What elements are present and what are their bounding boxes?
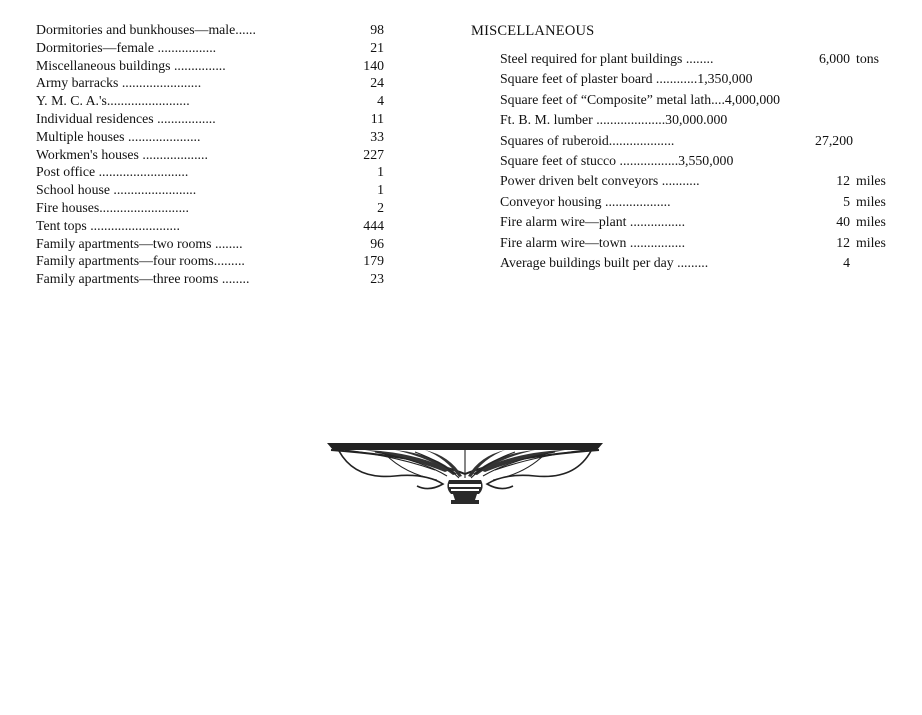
item-unit: miles <box>856 234 886 250</box>
item-unit: miles <box>856 173 886 189</box>
item-value: 4 <box>843 254 850 270</box>
list-item <box>36 146 396 164</box>
item-label: Miscellaneous buildings ............... <box>36 57 226 73</box>
list-item <box>36 163 396 181</box>
list-item <box>500 212 900 232</box>
list-item <box>500 90 900 110</box>
item-value: 1 <box>377 164 384 180</box>
list-item <box>36 74 396 92</box>
item-label: Power driven belt conveyors ........... <box>500 173 700 189</box>
item-label: Family apartments—two rooms ........ <box>36 235 243 251</box>
item-value: 4 <box>377 93 384 109</box>
item-value: 27,200 <box>815 132 853 148</box>
list-item <box>36 235 396 253</box>
item-value: 179 <box>363 253 384 269</box>
item-unit: tons <box>856 51 879 66</box>
item-value: 21 <box>370 39 384 55</box>
item-label: Square feet of plaster board ............1,350,000 <box>500 71 753 87</box>
item-value: 1 <box>377 182 384 198</box>
item-value: 12 <box>836 173 850 189</box>
item-label: Army barracks ....................... <box>36 75 202 91</box>
item-label: Family apartments—three rooms ........ <box>36 271 250 287</box>
item-unit: miles <box>856 214 886 230</box>
list-item <box>36 217 396 235</box>
item-label: Fire alarm wire—plant ................ <box>500 214 686 230</box>
item-label: Steel required for plant buildings ........ <box>500 51 714 66</box>
item-label: Tent tops .......................... <box>36 217 180 233</box>
item-value: 227 <box>363 146 384 162</box>
item-label: School house ........................ <box>36 182 197 198</box>
list-item <box>36 39 396 57</box>
list-item <box>500 233 900 253</box>
item-label: Post office .......................... <box>36 164 189 180</box>
buildings-list <box>36 21 396 288</box>
item-value: 40 <box>836 214 850 230</box>
list-item <box>36 199 396 217</box>
list-item <box>500 110 900 130</box>
item-label: Individual residences ................. <box>36 110 216 126</box>
list-item <box>36 181 396 199</box>
list-item <box>500 69 900 89</box>
list-item <box>36 128 396 146</box>
item-label: Square feet of stucco .................3,550,000 <box>500 152 734 168</box>
item-label: Fire alarm wire—town ................ <box>500 234 686 250</box>
list-item <box>500 192 900 212</box>
item-unit: miles <box>856 193 886 209</box>
item-label: Family apartments—four rooms......... <box>36 253 245 269</box>
list-item <box>36 57 396 75</box>
item-value: 2 <box>377 199 384 215</box>
item-value: 33 <box>370 128 384 144</box>
item-value: 24 <box>370 75 384 91</box>
item-value: 140 <box>363 57 384 73</box>
item-label: Y. M. C. A.'s........................ <box>36 93 190 109</box>
list-item <box>36 21 396 39</box>
list-item <box>500 253 900 273</box>
list-item <box>500 49 900 69</box>
item-value: 5 <box>843 193 850 209</box>
list-item <box>500 151 900 171</box>
item-value: 96 <box>370 235 384 251</box>
item-label: Average buildings built per day ......... <box>500 254 709 270</box>
miscellaneous-heading: MISCELLANEOUS <box>471 23 595 39</box>
item-label: Square feet of “Composite” metal lath....4,000,000 <box>500 91 781 107</box>
miscellaneous-list <box>500 49 900 273</box>
list-item <box>36 252 396 270</box>
item-value: 444 <box>363 217 384 233</box>
item-value: 23 <box>370 271 384 287</box>
list-item <box>500 131 900 151</box>
item-label: Ft. B. M. lumber ....................30,000.000 <box>500 112 728 128</box>
item-value: 11 <box>370 110 384 126</box>
art-nouveau-vase-ornament-icon <box>325 440 605 510</box>
item-value: 12 <box>836 234 850 250</box>
item-label: Squares of ruberoid................... <box>500 132 675 148</box>
list-item <box>500 171 900 191</box>
item-label: Fire houses.......................... <box>36 199 189 215</box>
list-item <box>36 110 396 128</box>
item-label: Dormitories and bunkhouses—male...... <box>36 22 256 37</box>
list-item <box>36 92 396 110</box>
item-value: 98 <box>370 22 384 37</box>
item-label: Dormitories—female ................. <box>36 39 217 55</box>
list-item <box>36 270 396 288</box>
item-label: Conveyor housing ................... <box>500 193 671 209</box>
item-value: 6,000 <box>818 51 850 66</box>
item-label: Workmen's houses ................... <box>36 146 208 162</box>
item-label: Multiple houses ..................... <box>36 128 201 144</box>
